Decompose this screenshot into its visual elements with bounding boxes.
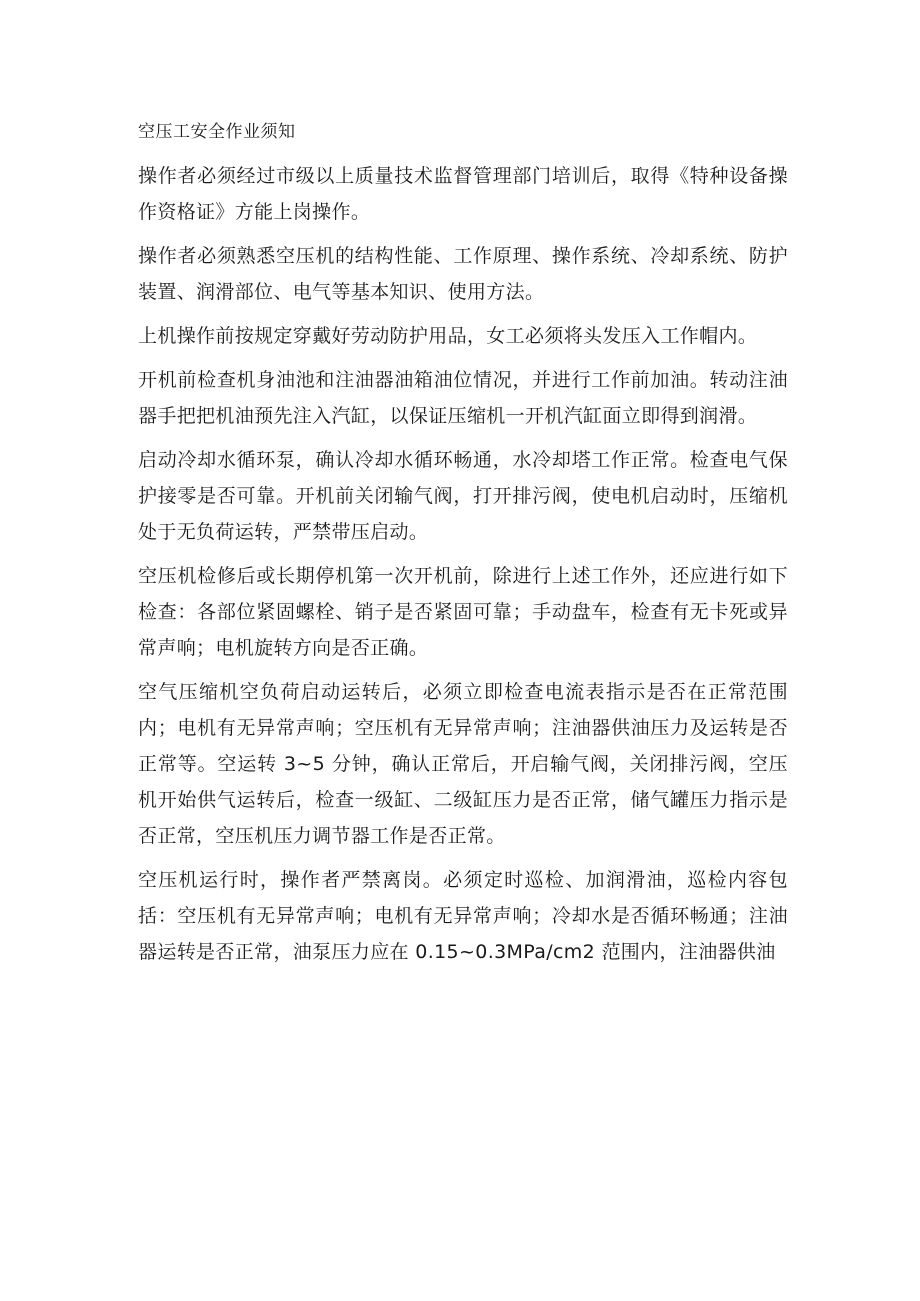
paragraph-running-inspection: 空压机运行时，操作者严禁离岗。必须定时巡检、加润滑油，巡检内容包括：空压机有无异常声响；电机有无异常声响；冷却水是否循环畅通；注油器运转是否正常，油泵压力应在 0.15~0.3MPa/cm2 范围内，注油器供油 bbox=[138, 869, 788, 963]
paragraph-cooling-water-start: 启动冷却水循环泵，确认冷却水循环畅通，水冷却塔工作正常。检查电气保护接零是否可靠。开机前关闭输气阀，打开排污阀，使电机启动时，压缩机处于无负荷运转，严禁带压启动。 bbox=[138, 449, 788, 543]
paragraph-no-load-run: 空气压缩机空负荷启动运转后，必须立即检查电流表指示是否在正常范围内；电机有无异常声响；空压机有无异常声响；注油器供油压力及运转是否正常等。空运转 3~5 分钟，确认正常后，开启输气阀，关闭排污阀，空压机开始供气运转后，检查一级缸、二级缸压力是否正常，储气罐压力指示是否正常，空压机压力调节器工作是否正常。 bbox=[138, 681, 788, 847]
document-body bbox=[138, 114, 788, 970]
paragraph-certification: 操作者必须经过市级以上质量技术监督管理部门培训后，取得《特种设备操作资格证》方能上岗操作。 bbox=[138, 165, 788, 223]
paragraph-protective-gear: 上机操作前按规定穿戴好劳动防护用品，女工必须将头发压入工作帽内。 bbox=[138, 325, 758, 347]
paragraph-knowledge: 操作者必须熟悉空压机的结构性能、工作原理、操作系统、冷却系统、防护装置、润滑部位、电气等基本知识、使用方法。 bbox=[138, 245, 788, 303]
document-title: 空压工安全作业须知 bbox=[138, 122, 296, 142]
paragraph-pre-start-oil-check: 开机前检查机身油池和注油器油箱油位情况，并进行工作前加油。转动注油器手把把机油预先注入汽缸，以保证压缩机一开机汽缸面立即得到润滑。 bbox=[138, 369, 788, 427]
paragraph-post-maintenance-check: 空压机检修后或长期停机第一次开机前，除进行上述工作外，还应进行如下检查：各部位紧固螺栓、销子是否紧固可靠；手动盘车，检查有无卡死或异常声响；电机旋转方向是否正确。 bbox=[138, 565, 788, 659]
